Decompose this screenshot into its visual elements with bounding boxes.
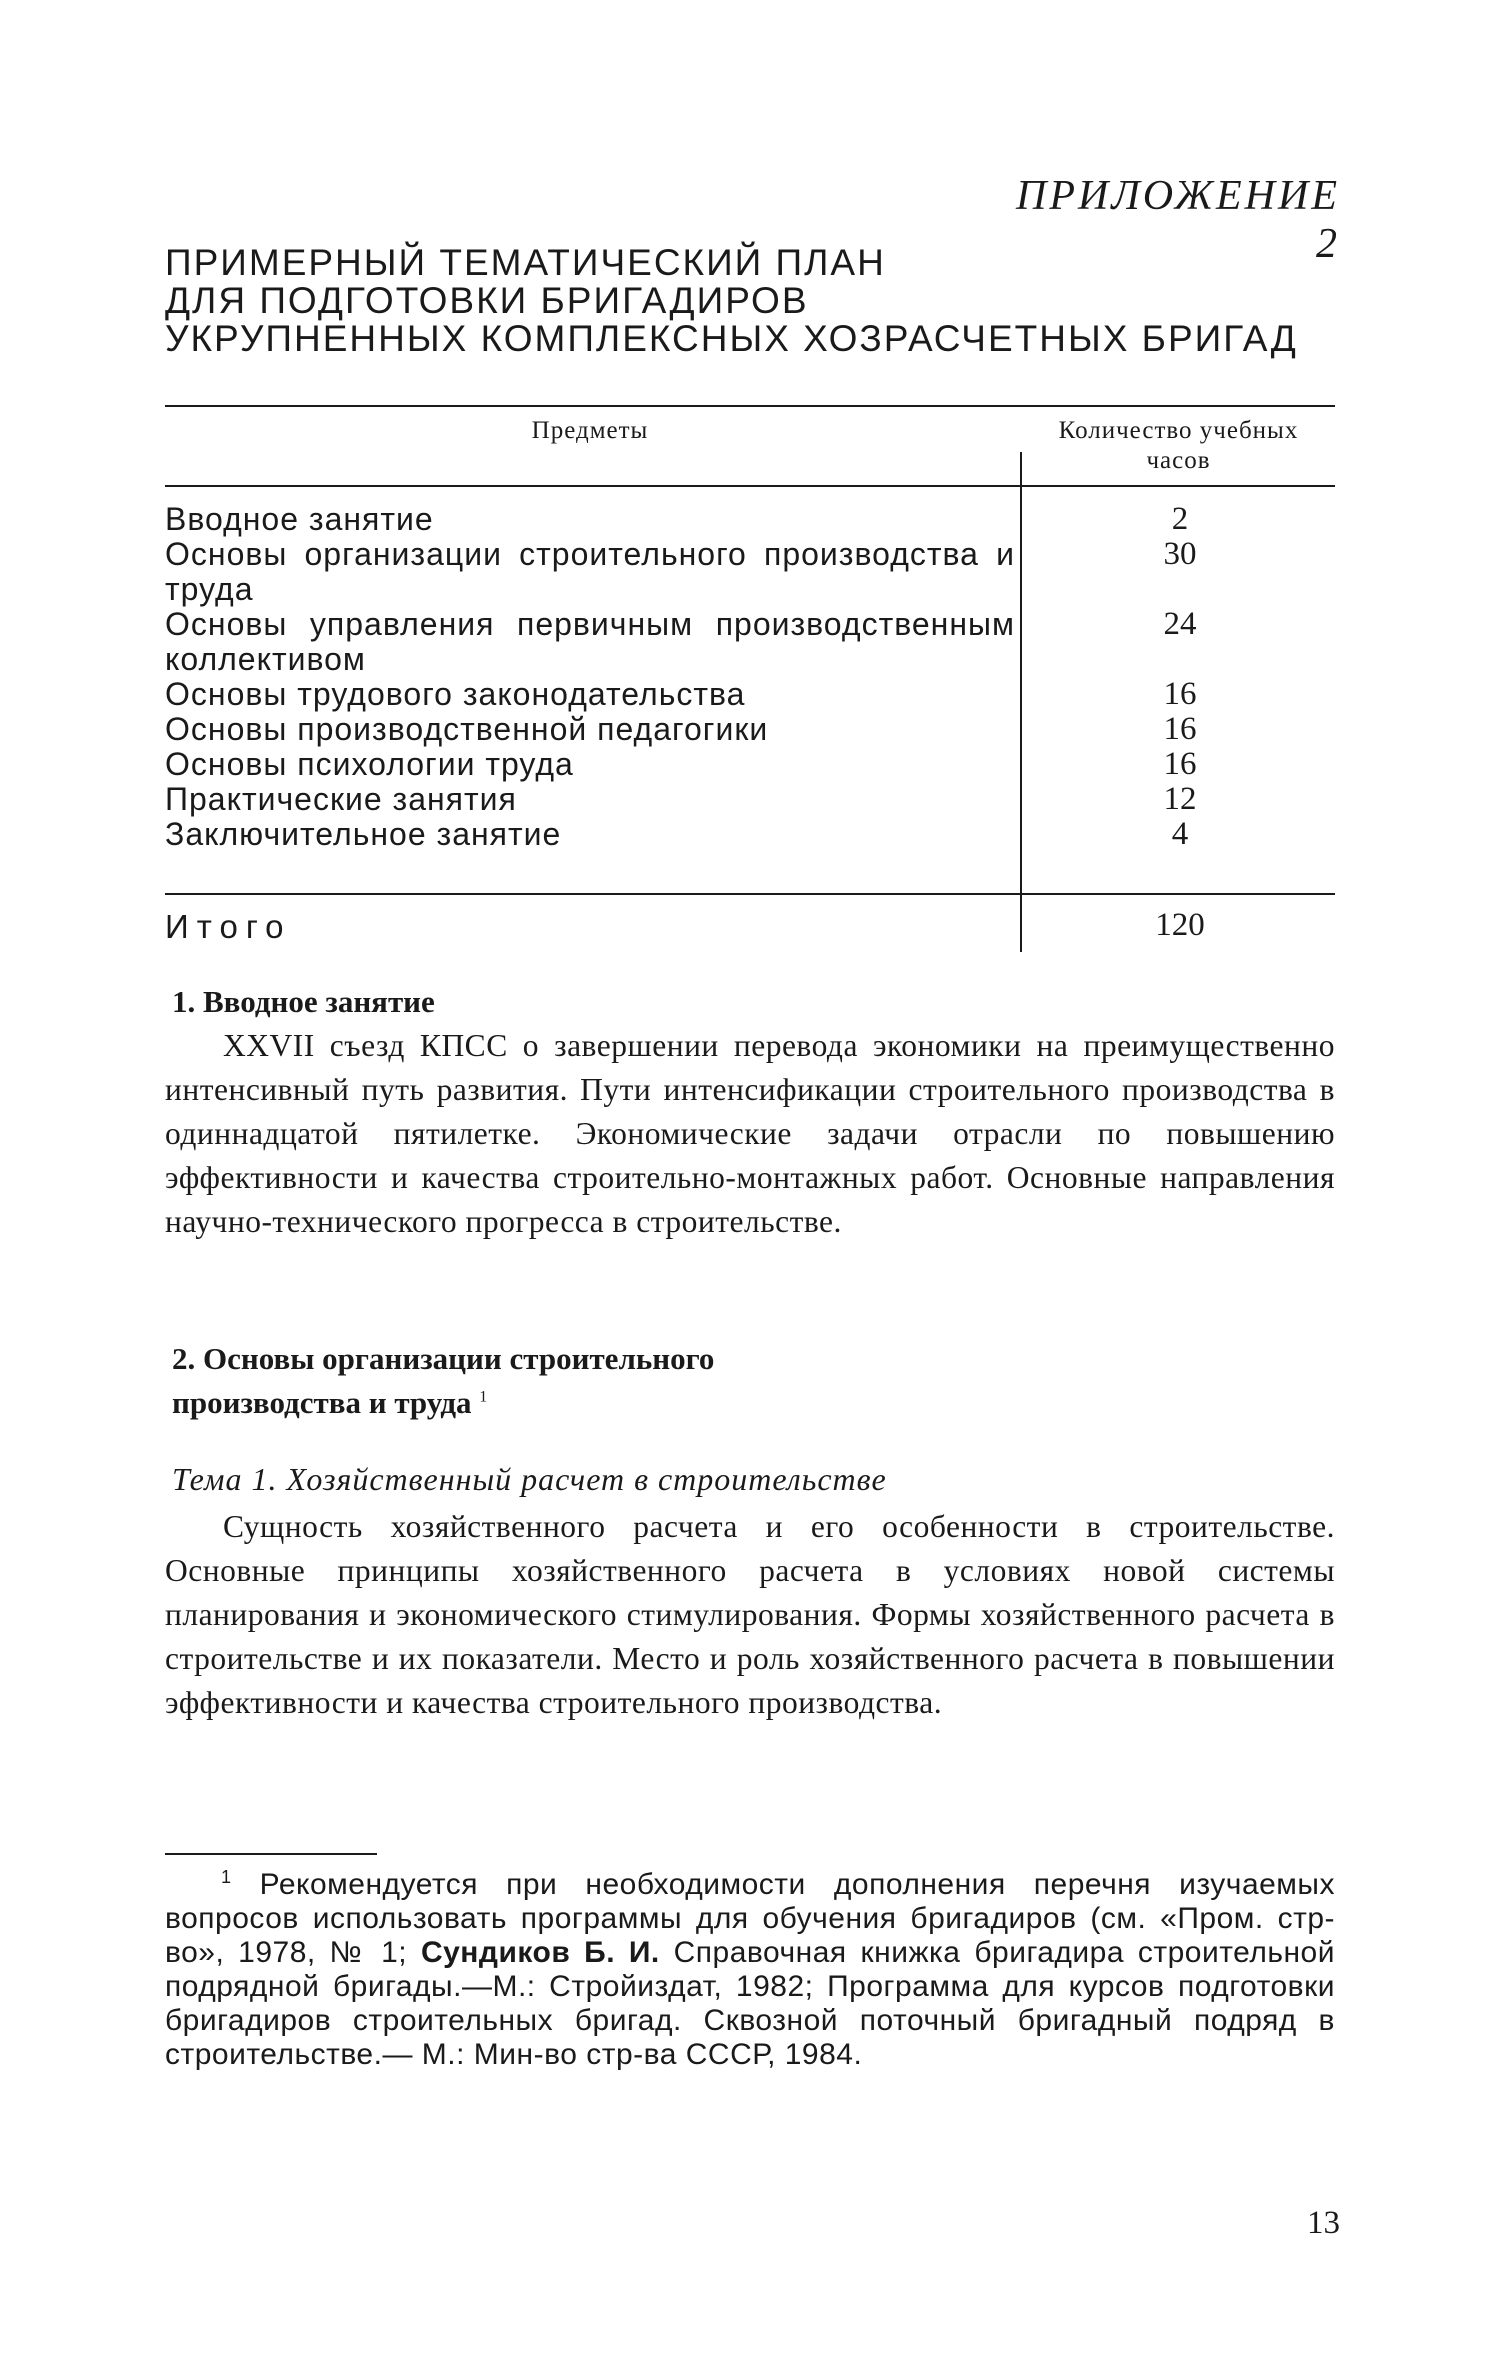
table-column-divider (1020, 452, 1022, 952)
table-row-name: Основы психологии труда (165, 746, 574, 782)
title-line-2: ДЛЯ ПОДГОТОВКИ БРИГАДИРОВ (165, 280, 809, 321)
table-row-name: Основы управления первичным производственным коллективом (165, 606, 1015, 677)
section-1-text (165, 1024, 1335, 1244)
table-row-hours: 16 (1163, 676, 1197, 712)
table-row-name: Основы организации строительного производства и труда (165, 536, 1015, 607)
appendix-label: ПРИЛОЖЕНИЕ 2 (1016, 173, 1340, 267)
table-row-hours: 24 (1163, 606, 1197, 642)
table-row-hours: 16 (1163, 711, 1197, 747)
table-row-name: Вводное занятие (165, 501, 434, 537)
table-row-hours: 4 (1171, 816, 1189, 852)
page-number: 13 (1307, 2205, 1340, 2241)
section-2-heading-line2-text: производства и труда (172, 1385, 472, 1420)
footnote (165, 1868, 1335, 2072)
col-header-hours-line2: часов (1146, 447, 1211, 474)
footnote-mark: 1 (221, 1867, 232, 1887)
table-row-name: Практические занятия (165, 781, 517, 817)
col-header-hours (1022, 416, 1335, 476)
table-total-value: 120 (1155, 907, 1205, 943)
col-header-hours-line1: Количество учебных (1058, 417, 1299, 444)
footnote-text-2: Справочная книжка бригадира строительной подрядной бригады.—М.: Стройиздат, 1982; Программа для курсов подготовки бригадиров строительных бригад. Сквозной поточный бригадный подряд в строительстве.— М.: Мин-во стр-ва СССР, 1984. (165, 1936, 1335, 2071)
footnote-reference: 1 (479, 1388, 488, 1406)
table-row-hours: 16 (1163, 746, 1197, 782)
footnote-author: Сундиков Б. И. (420, 1936, 660, 1969)
table-row-name: Заключительное занятие (165, 816, 562, 852)
table-row-name: Основы трудового законодательства (165, 676, 746, 712)
table-total-label: Итого (165, 908, 292, 945)
title-line-3: УКРУПНЕННЫХ КОМПЛЕКСНЫХ ХОЗРАСЧЕТНЫХ БРИГАД (165, 318, 1298, 359)
footnote-rule (165, 1853, 377, 1855)
topic-heading: Тема 1. Хозяйственный расчет в строительстве (172, 1461, 887, 1497)
section-1-heading: 1. Вводное занятие (172, 984, 435, 1019)
section-2-paragraph: Сущность хозяйственного расчета и его особенности в строительстве. Основные принципы хозяйственного расчета в условиях новой системы планирования и экономического стимулирования. Формы хозяйственного расчета в строительстве и их показатели. Место и роль хозяйственного расчета в повышении эффективности и качества строительного производства. (165, 1509, 1335, 1720)
table-total-rule (165, 893, 1335, 895)
table-top-rule (165, 405, 1335, 407)
table-row-hours: 2 (1171, 501, 1189, 537)
section-2-heading (172, 1337, 714, 1425)
footnote-text-1: Рекомендуется при необходимости дополнения перечня изучаемых вопросов использовать программы для обучения бригадиров (см. «Пром. стр-во», 1978, № 1; (165, 1868, 1335, 1969)
table-row-hours: 12 (1163, 781, 1197, 817)
page-title (165, 244, 1345, 358)
footnote-paragraph (165, 1868, 1335, 2072)
title-line-1: ПРИМЕРНЫЙ ТЕМАТИЧЕСКИЙ ПЛАН (165, 242, 886, 283)
table-row-name: Основы производственной педагогики (165, 711, 769, 747)
col-header-subjects: Предметы (531, 417, 649, 444)
table-row-hours: 30 (1163, 536, 1197, 572)
table-header-rule (165, 485, 1335, 487)
section-2-heading-line2 (172, 1381, 714, 1425)
section-2-heading-line1: 2. Основы организации строительного (172, 1341, 715, 1376)
section-2-text (165, 1505, 1335, 1725)
section-1-paragraph: XXVII съезд КПСС о завершении перевода экономики на преимущественно интенсивный путь развития. Пути интенсификации строительного производства в одиннадцатой пятилетке. Экономические задачи отрасли по повышению эффективности и качества строительно-монтажных работ. Основные направления научно-технического прогресса в строительстве. (165, 1028, 1335, 1239)
